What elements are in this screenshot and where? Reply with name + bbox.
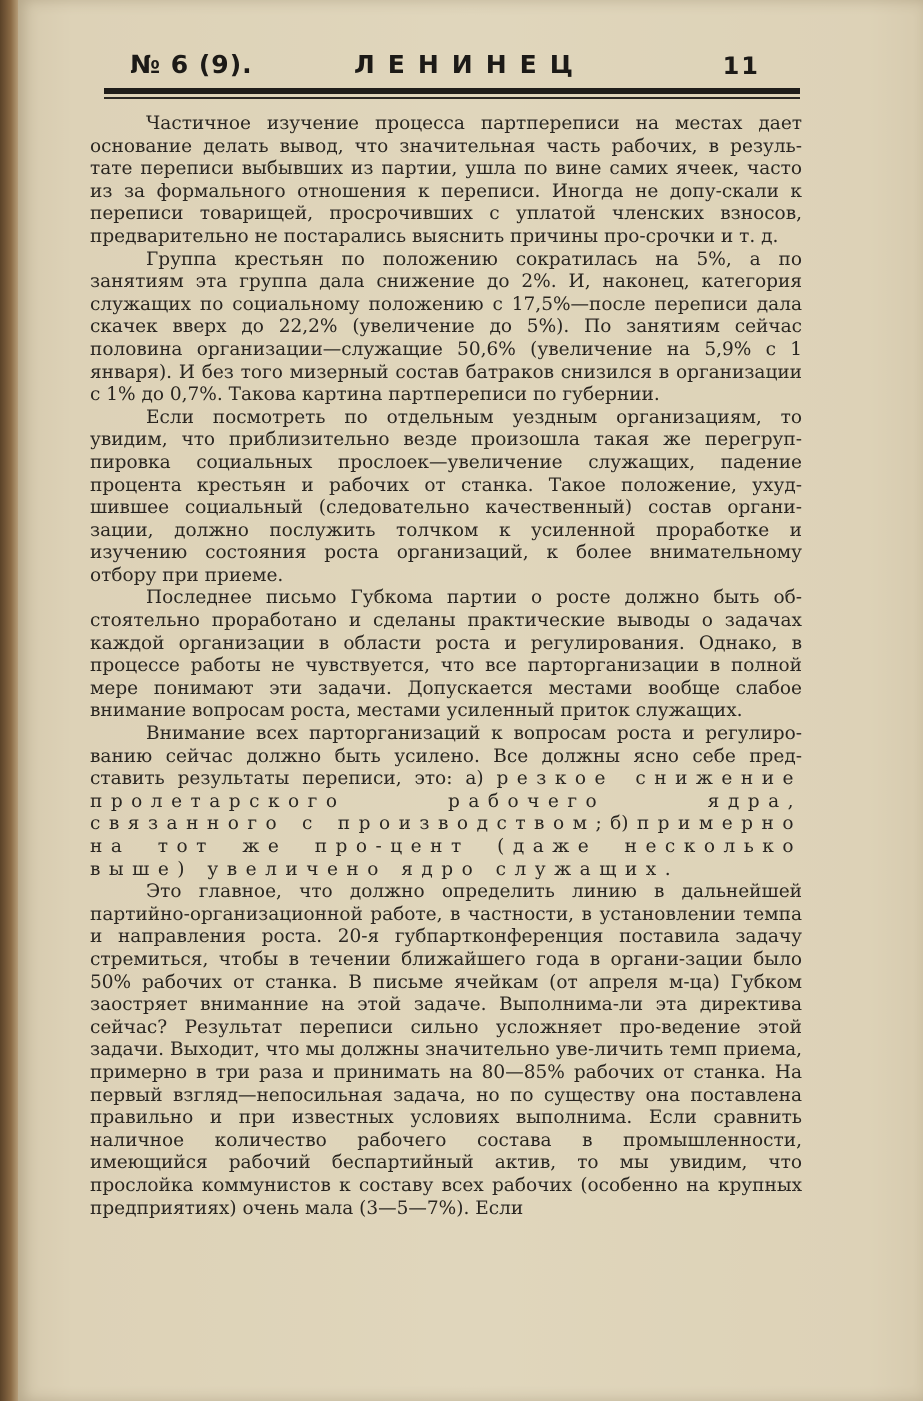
paragraph-6: Это главное, что должно определить линию в дальнейшей партийно-организационной работе, в частности, в установлении темпа и направления роста. 20-я губпартконференция поставила задачу стремиться, чтобы в течении ближайшего года в органи-зации было 50% рабочих от станка. В письме ячейкам (от апреля м-ца) Губком заостряет вниманние на этой задаче. Выполнима-ли эта директива сейчас? Результат переписи сильно усложняет про-ведение этой задачи. Выходит, что мы должны значительно уве-личить темп приема, примерно в три раза и принимать на 80—85% рабочих от станка. На первый взгляд—непосильная задача, но по существу она поставлена правильно и при известных условиях выполнима. Если сравнить наличное количество рабочего состава в промышленности, имеющийся рабочий беспартийный актив, то мы увидим, что прослойка коммунистов к составу всех рабочих (особенно на крупных предприятиях) очень мала (3—5—7%). Если (90, 881, 802, 1219)
emphasis-spaced-1: резкое снижение пролетарского рабочего ядра, связанного с производством (90, 768, 802, 835)
paragraph-5-end: . (664, 858, 671, 880)
newspaper-title: ЛЕНИНЕЦ (354, 50, 586, 79)
paragraph-1: Частичное изучение процесса партпереписи на местах дает основание делать вывод, что значительная часть рабочих, в резуль-тате переписи выбывших из партии, ушла по вине самих ячеек, часто из за формального отношения к переписи. Иногда не допу-скали к переписи товарищей, просрочивших с уплатой членских взносов, предварительно не постарались выяснить причины про-срочки и т. д. (90, 113, 802, 247)
article-body (90, 113, 802, 1220)
paragraph-2: Группа крестьян по положению сократилась на 5%, а по занятиям эта группа дала снижение до 2%. И, наконец, категория служащих по социальному положению с 17,5%—после переписи дала скачек вверх до 22,2% (увеличение до 5%). По занятиям сейчас половина организации—служащие 50,6% (увеличение на 5,9% с 1 января). И без того мизерный состав батраков снизился в организации с 1% до 0,7%. Такова картина партпереписи по губернии. (90, 248, 802, 406)
page-number: 11 (722, 52, 760, 80)
paragraph-5 (90, 723, 802, 881)
book-spine (0, 0, 18, 1401)
paragraph-5-mid: ; б) (595, 813, 637, 835)
header-rule-thick (104, 88, 800, 94)
emphasis-spaced-2: примерно на тот же про-цент (даже несколько выше) увеличено ядро служащих (90, 813, 802, 880)
paragraph-5-intro: Внимание всех парторганизаций к вопросам роста и регулиро-ванию сейчас должно быть усилено. Все должны ясно себе пред-ставить результаты переписи, это: а) (90, 723, 802, 790)
issue-number: № 6 (9). (130, 50, 253, 79)
paragraph-4: Последнее письмо Губкома партии о росте должно быть об-стоятельно проработано и сделаны практические выводы о задачах каждой организации в области роста и регулирования. Однако, в процессе работы не чувствуется, что все парторганизации в полной мере понимают эти задачи. Допускается местами вообще слабое внимание вопросам роста, местами усиленный приток служащих. (90, 587, 802, 722)
running-header (110, 44, 800, 84)
header-rule-thin (104, 97, 800, 99)
paragraph-3: Если посмотреть по отдельным уездным организациям, то увидим, что приблизительно везде произошла такая же перегруп-пировка социальных прослоек—увеличение служащих, падение процента крестьян и рабочих от станка. Такое положение, ухуд-шившее социальный (следовательно качественный) состав органи-зации, должно послужить толчком к усиленной проработке и изучению состояния роста организаций, к более внимательному отбору при приеме. (90, 406, 802, 586)
